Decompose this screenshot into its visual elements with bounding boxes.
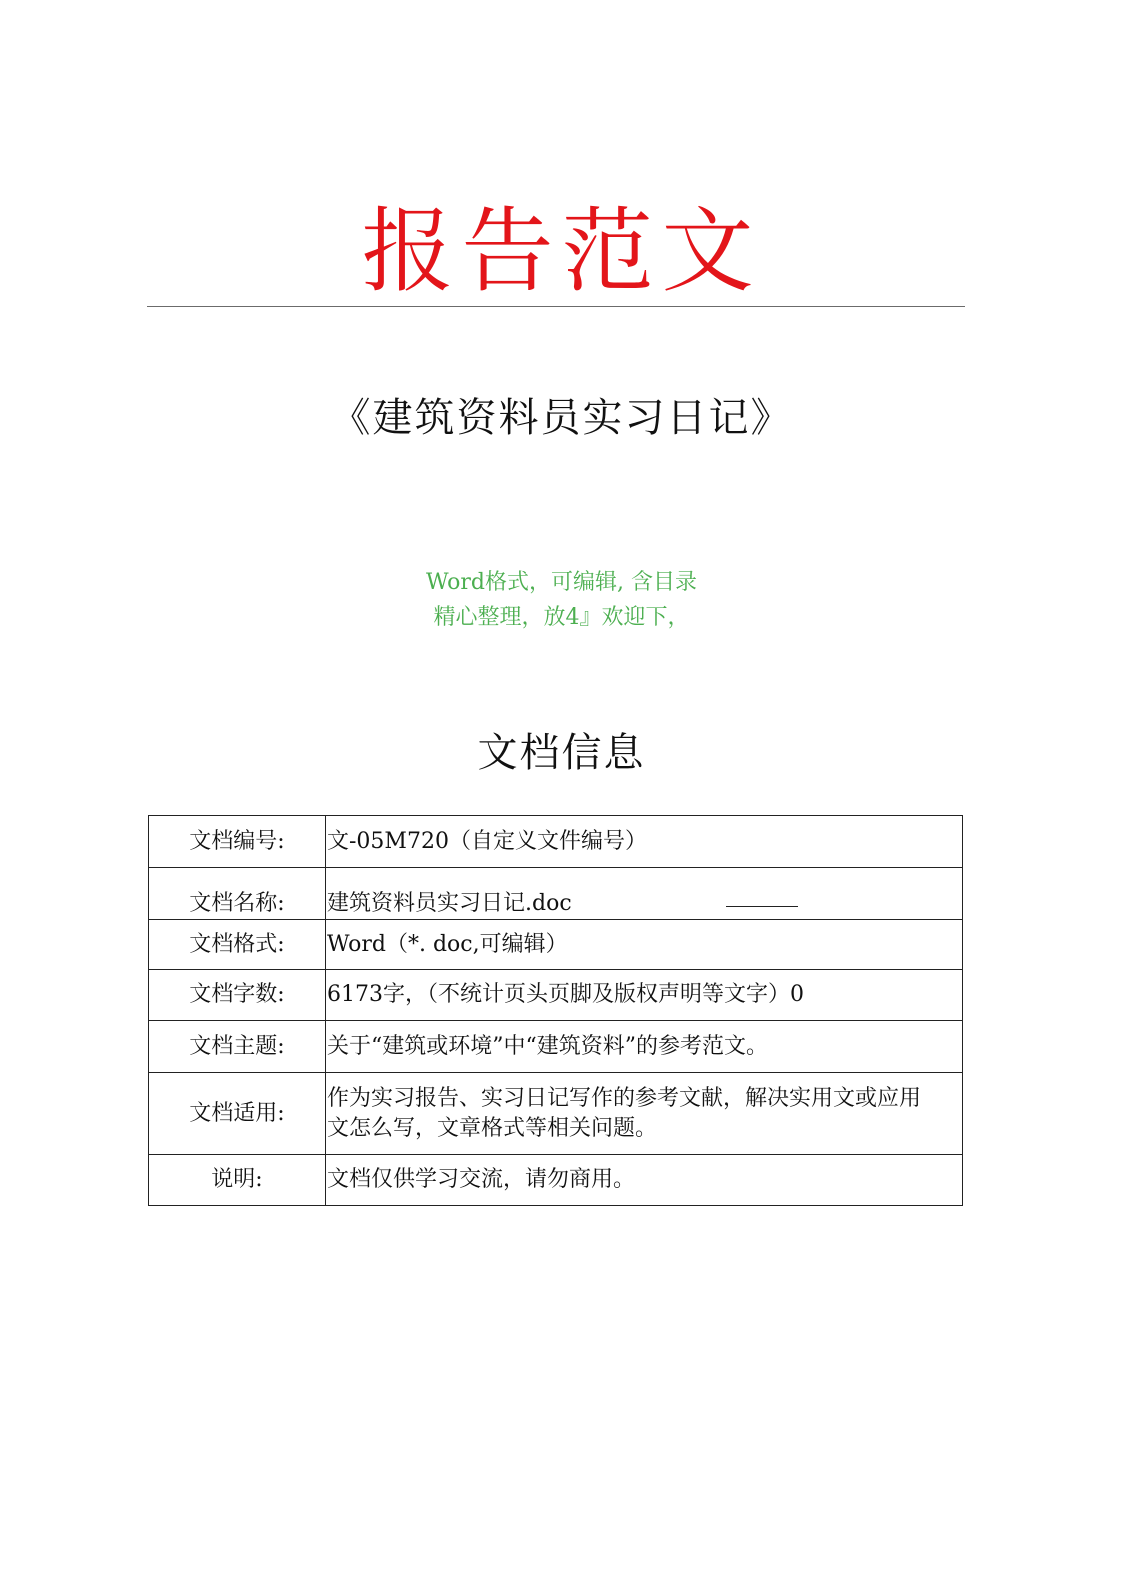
value-doc-format: Word（*. doc,可编辑） — [326, 920, 963, 970]
value-doc-number: 文-05M720（自定义文件编号） — [326, 816, 963, 868]
label-doc-topic: 文档主题: — [149, 1021, 326, 1073]
value-doc-usage: 作为实习报告、实习日记写作的参考文献，解决实用文或应用文怎么写，文章格式等相关问题。 — [326, 1073, 963, 1155]
table-row — [149, 920, 963, 970]
label-doc-name: 文档名称: — [149, 868, 326, 920]
underline-dash — [726, 906, 798, 907]
table-row — [149, 1021, 963, 1073]
title-divider — [147, 306, 965, 307]
value-doc-name: 建筑资料员实习日记.doc — [327, 891, 572, 916]
info-table — [148, 815, 963, 1206]
label-word-count: 文档字数: — [149, 970, 326, 1021]
table-row — [149, 1073, 963, 1155]
table-row — [149, 868, 963, 920]
value-doc-name-cell — [326, 868, 963, 920]
document-name: 《建筑资料员实习日记》 — [330, 395, 793, 441]
label-doc-format: 文档格式: — [149, 920, 326, 970]
report-title: 报告范文 — [361, 198, 762, 305]
table-row — [149, 970, 963, 1021]
info-heading: 文档信息 — [477, 730, 646, 776]
label-doc-number: 文档编号: — [149, 816, 326, 868]
value-doc-topic: 关于“建筑或环境”中“建筑资料”的参考范文。 — [326, 1021, 963, 1073]
value-word-count: 6173字，（不统计页头页脚及版权声明等文字）0 — [326, 970, 963, 1021]
table-row — [149, 816, 963, 868]
value-note: 文档仅供学习交流，请勿商用。 — [326, 1155, 963, 1206]
table-row — [149, 1155, 963, 1206]
label-note: 说明: — [149, 1155, 326, 1206]
promo-line-2: 精心整理，放4』欢迎下， — [433, 605, 690, 630]
label-doc-usage: 文档适用: — [149, 1073, 326, 1155]
promo-line-1: Word格式，可编辑, 含目录 — [426, 570, 697, 595]
